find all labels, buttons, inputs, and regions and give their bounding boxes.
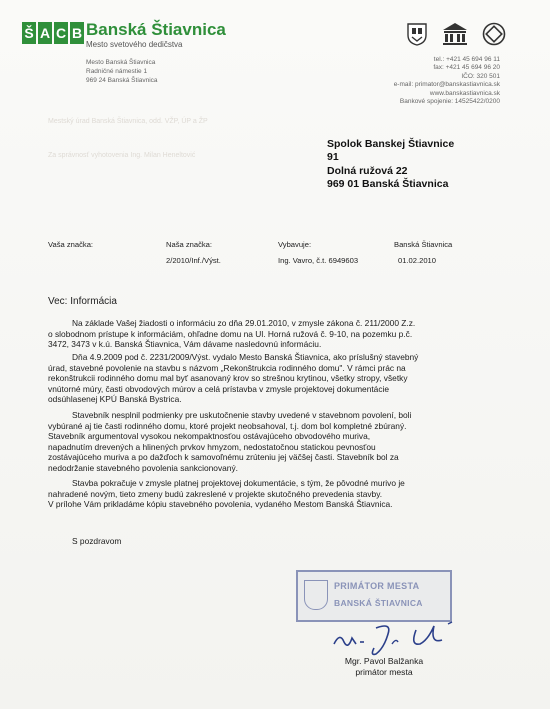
body-line: Na základe Vašej žiadosti o informáciu zo dňa 29.01.2010, v zmysle zákona č. 211/2000 Z.z.: [72, 318, 416, 328]
contact-web: www.banskastiavnica.sk: [429, 89, 500, 97]
signer-block: [318, 656, 450, 678]
stamp-line: PRIMÁTOR MESTA: [334, 581, 420, 591]
contact-fax: fax: +421 45 694 96 20: [433, 64, 500, 72]
body-line: 3472, 3473 v k.ú. Banská Štiavnica, Vám dávame nasledovnú informáciu.: [48, 339, 322, 350]
body-line: úrad, stavebné povolenie na stavbu s názvom „Rekonštrukcia rodinného domu". V rámci prác na: [48, 362, 406, 373]
sender-line: 969 24 Banská Štiavnica: [86, 77, 158, 84]
your-ref-label: Vaša značka:: [48, 240, 94, 249]
body-line: nahradené novým, tieto zmeny budú zakreslené v projekte skutočného prevedenia stavby.: [48, 488, 383, 499]
brand-subtitle: Mesto svetového dedičstva: [86, 40, 183, 49]
recipient-line: Spolok Banskej Štiavnice: [327, 138, 455, 150]
our-ref-value: 2/2010/Inf./Výst.: [166, 256, 221, 265]
recipient-line: 91: [327, 151, 339, 164]
city-crest-icon: [406, 22, 428, 46]
faint-text: Za správnosť vyhotovenia Ing. Milan Heneltović: [48, 152, 196, 159]
sender-address: [86, 58, 158, 85]
recipient-address: [327, 138, 454, 192]
body-paragraph: [48, 318, 504, 350]
handwritten-signature: [330, 614, 470, 658]
body-line: zostávajúceho muriva a po dažďoch k samovoľnému zrúteniu jej väčšej časti. Stavebník bol za: [48, 452, 399, 463]
body-line: Dňa 4.9.2009 pod č. 2231/2009/Výst. vydalo Mesto Banská Štiavnica, ako príslušný stavebný: [72, 352, 419, 362]
body-line: vnútorné múry, časti obvodových múrov a celá prístavba v zmysle projektovej dokumentácie: [48, 383, 390, 394]
unesco-icon: [442, 22, 468, 46]
emblems: [406, 22, 506, 46]
body-line: odsúhlasenej KPÚ Banská Bystrica.: [48, 394, 182, 405]
body-line: V prílohe Vám prikladáme kópiu stavebného povolenia, vydaného Mestom Banská Štiavnica.: [48, 499, 393, 510]
stamp-crest-icon: [304, 580, 328, 610]
stamp-line: BANSKÁ ŠTIAVNICA: [334, 598, 423, 608]
contact-phone: tel.: +421 45 694 96 11: [433, 56, 500, 63]
sender-line: Mesto Banská Štiavnica: [86, 59, 156, 66]
letter-date: 01.02.2010: [398, 256, 437, 265]
subject: Vec: Informácia: [48, 296, 117, 307]
body-line: napadnutím drevených a hlinených prvkov hmyzom, nedostatočnou statickou pevnosťou: [48, 441, 376, 452]
body-line: Stavebník argumentoval vysokou nekompaktnosťou ostávajúceho obvodového muriva,: [48, 431, 371, 442]
sender-line: Radničné námestie 1: [86, 68, 148, 75]
body-line: vybúrané aj tie časti rodinného domu, ktoré projekt neobsahoval, t.j. dom bol kompletné zbúraný.: [48, 420, 407, 431]
body-line: nedodržanie stavebného povolenia sankcionovaný.: [48, 462, 238, 473]
logo-tile: A: [38, 22, 52, 44]
place: Banská Štiavnica: [394, 240, 453, 249]
city-logo: [22, 22, 84, 44]
handler-label: Vybavuje:: [278, 240, 312, 249]
logo-tile: Š: [22, 22, 36, 44]
world-heritage-icon: [482, 22, 506, 46]
logo-tile: C: [54, 22, 68, 44]
body-line: Stavba pokračuje v zmysle platnej projektovej dokumentácie, s tým, že pôvodné murivo je: [72, 478, 405, 488]
signer-title: primátor mesta: [355, 667, 413, 677]
body-line: o slobodnom prístupe k informáciám, ohľadne domu na Ul. Horná ružová č. 9-10, na pozemku p.č.: [48, 328, 413, 339]
signer-name: Mgr. Pavol Balžanka: [344, 656, 424, 666]
our-ref-label: Naša značka:: [166, 240, 213, 249]
recipient-line: Dolná ružová 22: [327, 164, 408, 177]
handler-value: Ing. Vavro, č.t. 6949603: [278, 256, 359, 265]
brand-name: Banská Štiavnica: [86, 20, 226, 39]
body-paragraph: [48, 410, 504, 474]
contact-block: [394, 56, 500, 106]
logo-tile: B: [70, 22, 84, 44]
contact-email: e-mail: primator@banskastiavnica.sk: [393, 81, 500, 89]
faint-text: Mestský úrad Banská Štiavnica, odd. VŽP, ÚP a ŽP: [48, 118, 208, 125]
body-paragraph: [48, 478, 504, 510]
contact-bank: Bankové spojenie: 14525422/0200: [399, 98, 500, 106]
body-line: rekonštrukcii rodinného domu mal byť asanovaný krov so strešnou krytinou, všetky stropy, všetky: [48, 373, 408, 384]
contact-ico: IČO: 320 501: [461, 72, 500, 80]
body-paragraph: [48, 352, 504, 405]
recipient-line: 969 01 Banská Štiavnica: [327, 178, 449, 191]
closing-greeting: S pozdravom: [72, 536, 122, 546]
body-line: Stavebník nesplnil podmienky pre uskutočnenie stavby uvedené v stavebnom povolení, boli: [72, 410, 412, 420]
